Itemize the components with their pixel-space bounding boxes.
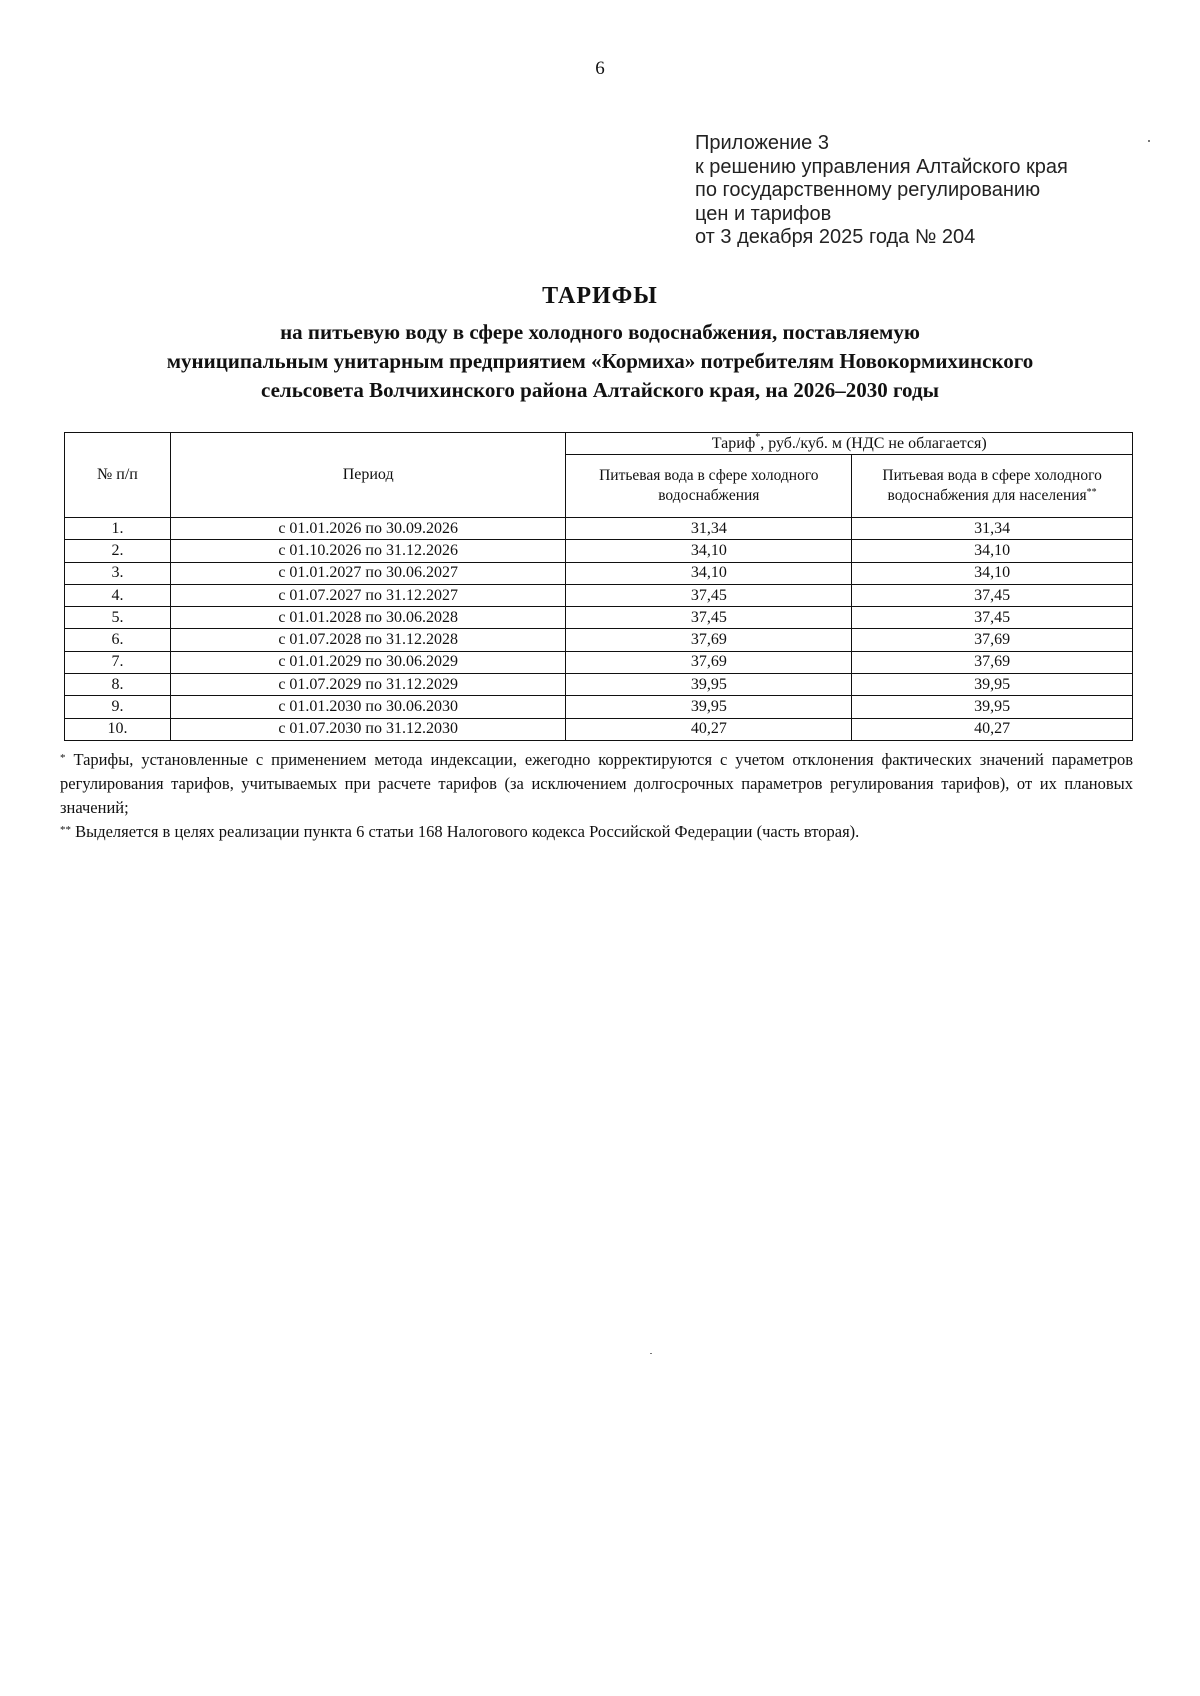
cell-tariff-a: 34,10 (566, 562, 852, 584)
header-col-a: Питьевая вода в сфере холодного водоснабжения (566, 455, 852, 518)
tariffs-table (64, 432, 1133, 741)
cell-num: 4. (65, 584, 171, 606)
cell-tariff-b: 31,34 (852, 518, 1133, 540)
cell-num: 6. (65, 629, 171, 651)
footnote-1-text: Тарифы, установленные с применением метода индексации, ежегодно корректируются с учетом отклонения фактических значений параметров регулирования тарифов, учитываемых при расчете тарифов (за исключением долгосрочных параметров регулирования тарифов), от их плановых значений; (60, 750, 1134, 817)
scan-speck (650, 1353, 652, 1354)
footnote-2 (60, 820, 1133, 844)
cell-tariff-b: 34,10 (852, 562, 1133, 584)
header-num: № п/п (65, 433, 171, 518)
footnote-1-mark: * (60, 752, 66, 764)
cell-period: с 01.01.2030 по 30.06.2030 (170, 696, 566, 718)
footnote-2-text: Выделяется в целях реализации пункта 6 статьи 168 Налогового кодекса Российской Федерации (часть вторая). (75, 822, 860, 841)
subtitle-line: сельсовета Волчихинского района Алтайского края, на 2026–2030 годы (261, 378, 939, 402)
header-col-b (852, 455, 1133, 518)
cell-num: 10. (65, 718, 171, 740)
cell-period: с 01.07.2028 по 31.12.2028 (170, 629, 566, 651)
footnote-2-mark: ** (60, 824, 71, 836)
cell-period: с 01.07.2030 по 31.12.2030 (170, 718, 566, 740)
table-row (65, 718, 1133, 740)
scan-speck (1148, 140, 1150, 142)
appendix-block (695, 132, 1068, 250)
header-col-b-text: Питьевая вода в сфере холодного водоснабжения для населения (882, 467, 1102, 504)
cell-period: с 01.01.2028 по 30.06.2028 (170, 607, 566, 629)
cell-num: 2. (65, 540, 171, 562)
header-period: Период (170, 433, 566, 518)
appendix-line: Приложение 3 (695, 132, 829, 154)
cell-tariff-b: 39,95 (852, 674, 1133, 696)
cell-tariff-b: 40,27 (852, 718, 1133, 740)
cell-tariff-a: 34,10 (566, 540, 852, 562)
cell-tariff-a: 37,45 (566, 584, 852, 606)
subtitle-line: на питьевую воду в сфере холодного водоснабжения, поставляемую (280, 320, 920, 344)
appendix-line: цен и тарифов (695, 202, 832, 225)
table-row (65, 562, 1133, 584)
cell-tariff-b: 37,45 (852, 607, 1133, 629)
cell-tariff-a: 31,34 (566, 518, 852, 540)
table-row (65, 518, 1133, 540)
cell-tariff-b: 37,45 (852, 584, 1133, 606)
cell-tariff-a: 40,27 (566, 718, 852, 740)
cell-period: с 01.10.2026 по 31.12.2026 (170, 540, 566, 562)
cell-period: с 01.07.2027 по 31.12.2027 (170, 584, 566, 606)
cell-num: 7. (65, 651, 171, 673)
table-row (65, 540, 1133, 562)
cell-period: с 01.01.2029 по 30.06.2029 (170, 651, 566, 673)
cell-num: 9. (65, 696, 171, 718)
appendix-line: по государственному регулированию (695, 179, 1041, 201)
cell-period: с 01.01.2026 по 30.09.2026 (170, 518, 566, 540)
subtitle-line: муниципальным унитарным предприятием «Кормиха» потребителям Новокормихинского (166, 349, 1034, 373)
header-tariff-text: Тариф (711, 434, 756, 452)
cell-num: 3. (65, 562, 171, 584)
appendix-line: от 3 декабря 2025 года № 204 (695, 226, 976, 248)
cell-tariff-a: 37,45 (566, 607, 852, 629)
cell-tariff-b: 37,69 (852, 651, 1133, 673)
cell-tariff-b: 37,69 (852, 629, 1133, 651)
cell-tariff-a: 39,95 (566, 696, 852, 718)
cell-num: 1. (65, 518, 171, 540)
header-tariff-mark: * (755, 431, 761, 443)
cell-tariff-a: 37,69 (566, 629, 852, 651)
cell-num: 8. (65, 674, 171, 696)
header-tariff-units: , руб./куб. м (НДС не облагается) (760, 434, 987, 452)
cell-period: с 01.01.2027 по 30.06.2027 (170, 562, 566, 584)
table-row (65, 607, 1133, 629)
table-row (65, 584, 1133, 606)
document-title: ТАРИФЫ (542, 283, 658, 309)
table-row (65, 674, 1133, 696)
cell-tariff-b: 39,95 (852, 696, 1133, 718)
appendix-line: к решению управления Алтайского края (695, 155, 1068, 178)
page-number: 6 (595, 58, 605, 79)
footnote-1 (60, 748, 1133, 820)
cell-num: 5. (65, 607, 171, 629)
table-row (65, 629, 1133, 651)
table-row (65, 651, 1133, 673)
header-col-b-mark: ** (1086, 487, 1097, 498)
header-tariff (566, 433, 1133, 455)
table-row (65, 696, 1133, 718)
cell-tariff-a: 39,95 (566, 674, 852, 696)
document-subtitle (60, 318, 1140, 405)
cell-period: с 01.07.2029 по 31.12.2029 (170, 674, 566, 696)
cell-tariff-a: 37,69 (566, 651, 852, 673)
footnotes (60, 748, 1133, 844)
cell-tariff-b: 34,10 (852, 540, 1133, 562)
